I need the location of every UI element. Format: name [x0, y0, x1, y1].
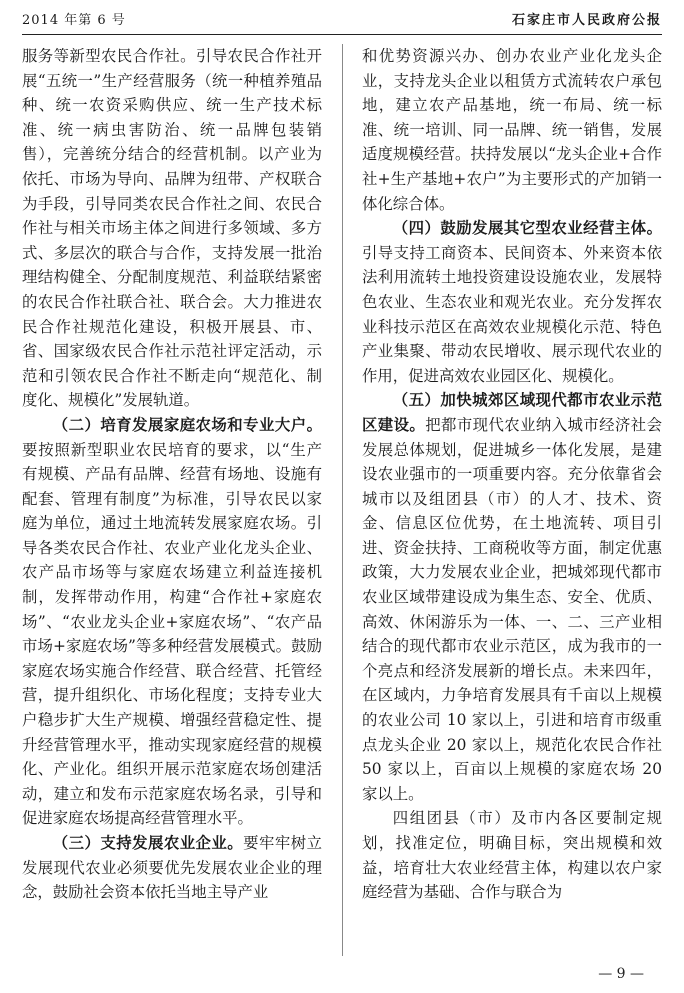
page-number: — 9 — — [598, 966, 644, 982]
paragraph-section-3 — [22, 831, 322, 905]
section-3-body: 要牢牢树立发展现代农业必须要优先发展农业企业的理念，鼓励社会资本依托当地主导产业 — [22, 834, 322, 902]
paragraph-section-2 — [22, 413, 322, 831]
paragraph-last: 四组团县（市）及市内各区要制定规划，找准定位，明确目标，突出规模和效益，培育壮大农业经营主体，构建以农户家庭经营为基础、合作与联合为 — [362, 809, 662, 902]
column-divider — [342, 44, 343, 956]
issue-label: 2014 年第 6 号 — [22, 13, 126, 28]
paragraph-section-5 — [362, 388, 662, 806]
section-4-body: 引导支持工商资本、民间资本、外来资本依法利用流转土地投资建设设施农业，发展特色农业、生态农业和观光农业。充分发挥农业科技示范区在高效农业规模化示范、特色产业集聚、带动农民增收、展示现代农业的作用，促进高效农业园区化、规模化。 — [362, 243, 662, 385]
paragraph-continued: 服务等新型农民合作社。引导农民合作社开展“五统一”生产经营服务（统一种植养殖品种、统一农资采购供应、统一生产技术标准、统一病虫害防治、统一品牌包装销售），完善统分结合的经营机制。以产业为依托、市场为导向、品牌为纽带、产权联合为手段，引导同类农民合作社之间、农民合作社与相关市场主体之间进行多领域、多方式、多层次的联合与合作，支持发展一批治理结构健全、分配制度规范、利益联结紧密的农民合作社联合社、联合会。大力推进农民合作社规范化建设，积极开展县、市、省、国家级农民合作社示范社评定活动，示范和引领农民合作社不断走向“规范化、制度化、规模化”发展轨道。 — [22, 47, 322, 410]
section-2-body: 要按照新型职业农民培育的要求，以“生产有规模、产品有品牌、经营有场地、设施有配套、管理有制度”为标准，引导农民以家庭为单位，通过土地流转发展家庭农场。引导各类农民合作社、农业产业化龙头企业、农产品市场等与家庭农场建立利益连接机制，发挥带动作用，构建“合作社+家庭农场”、“农业龙头企业+家庭农场”、“农产品市场+家庭农场”等多种经营发展模式。鼓励家庭农场实施合作经营、联合经营、托管经营，提升组织化、市场化程度；支持专业大户稳步扩大生产规模、增强经营稳定性、提升经营管理水平，推动实现家庭经营的规模化、产业化。组织开展示范家庭农场创建活动，建立和发布示范家庭农场名录，引导和促进家庭农场提高经营管理水平。 — [22, 440, 322, 828]
section-2-heading: （二）培育发展家庭农场和专业大户。 — [52, 415, 322, 434]
left-column — [22, 44, 322, 956]
section-4-heading: （四）鼓励发展其它型农业经营主体。 — [392, 219, 662, 238]
article-body — [22, 44, 662, 956]
paragraph-section-4 — [362, 216, 662, 388]
right-column — [362, 44, 662, 956]
section-5-heading: （五）加快城郊区域现代都市农业示范区建设。 — [362, 391, 662, 434]
section-3-heading: （三）支持发展农业企业。 — [52, 834, 244, 852]
section-5-body: 把都市现代农业纳入城市经济社会发展总体规划，促进城乡一体化发展，是建设农业强市的一项重要内容。充分依靠省会城市以及组团县（市）的人才、技术、资金、信息区位优势，在土地流转、项目引进、资金扶持、工商税收等方面，制定优惠政策，大力发展农业企业，把城郊现代都市农业区域带建设成为集生态、安全、优质、高效、休闲游乐为一体、一、二、三产业相结合的现代都市农业示范区，成为我市的一个亮点和经济发展新的增长点。未来四年，在区域内，力争培育发展具有千亩以上规模的农业公司 10 家以上，引进和培育市级重点龙头企业 20 家以上，规范化农民合作社 50 家以上，百亩以上规模的家庭农场 20 家以上。 — [362, 415, 662, 803]
page-header — [22, 8, 662, 35]
publication-title: 石家庄市人民政府公报 — [511, 13, 662, 28]
paragraph-continued-right: 和优势资源兴办、创办农业产业化龙头企业，支持龙头企业以租赁方式流转农户承包地，建立农产品基地，统一布局、统一标准、统一培训、同一品牌、统一销售，发展适度规模经营。扶持发展以“龙头企业+合作社+生产基地+农户”为主要形式的产加销一体化综合体。 — [362, 47, 662, 213]
